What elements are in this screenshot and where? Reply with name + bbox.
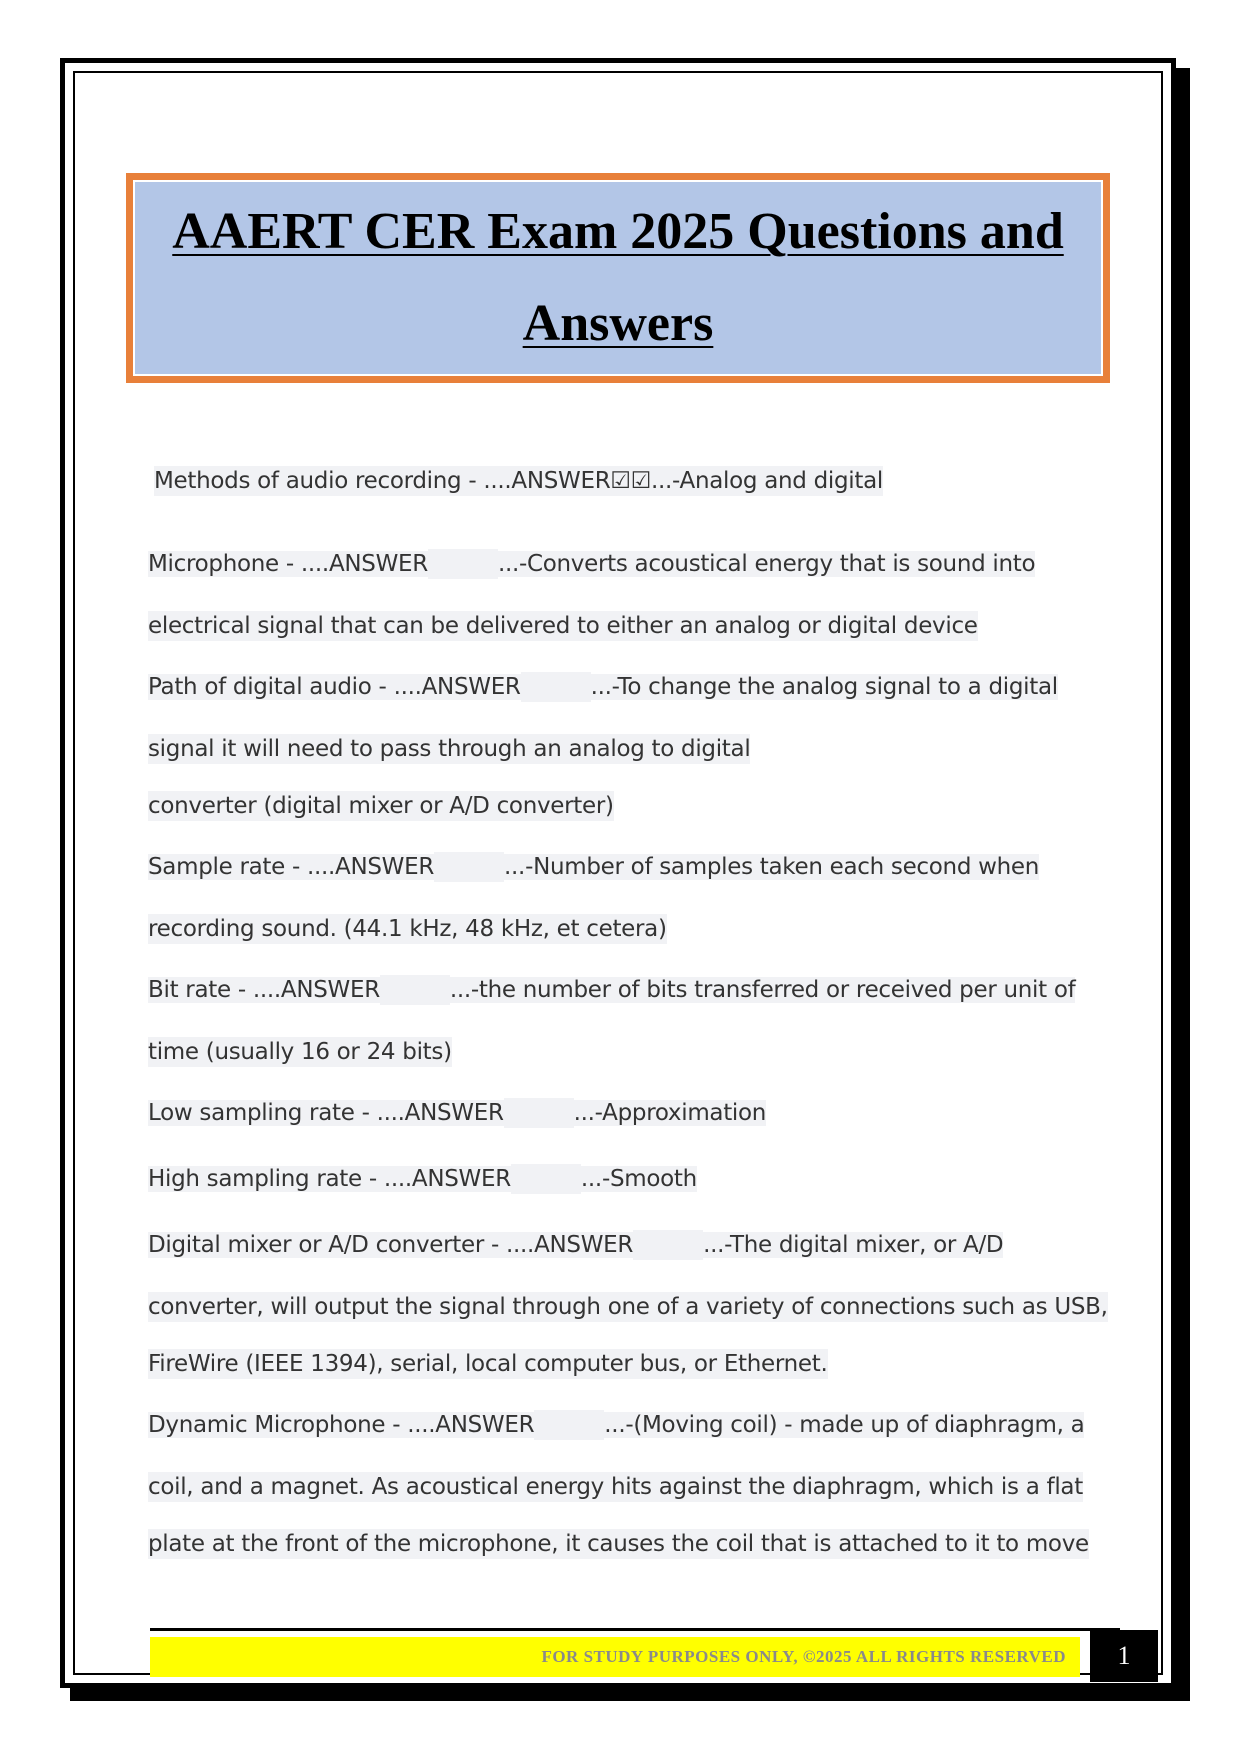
- qa-answer: ...-Smooth: [580, 1166, 697, 1192]
- qa-answer: ...-Converts acoustical energy that is sound into: [497, 551, 1036, 577]
- qa-continuation: recording sound. (44.1 kHz, 48 kHz, et cetera): [148, 916, 667, 942]
- qa-term: Bit rate - ....ANSWER: [148, 977, 380, 1003]
- qa-gap: [428, 549, 498, 579]
- qa-row-dynamic-microphone: [148, 1410, 1084, 1440]
- qa-continuation: plate at the front of the microphone, it causes the coil that is attached to it to move: [148, 1531, 1089, 1557]
- qa-term: Digital mixer or A/D converter - ....ANSWER: [148, 1232, 634, 1258]
- qa-answer: ...-Number of samples taken each second when: [504, 854, 1040, 880]
- qa-answer: ...-To change the analog signal to a digital: [590, 674, 1058, 700]
- qa-continuation: FireWire (IEEE 1394), serial, local computer bus, or Ethernet.: [148, 1351, 828, 1377]
- qa-row-low-sampling-rate: [148, 1098, 766, 1128]
- qa-continuation: converter, will output the signal through one of a variety of connections such as USB,: [148, 1294, 1108, 1320]
- qa-continuation: time (usually 16 or 24 bits): [148, 1039, 452, 1065]
- qa-row-sample-rate: [148, 852, 1039, 882]
- document-title-line-2: Answers: [522, 295, 714, 352]
- document-title-line-1: AAERT CER Exam 2025 Questions and: [172, 203, 1064, 260]
- page-number: 1: [1117, 1641, 1131, 1670]
- qa-term-methods-of-audio-recording: Methods of audio recording - ....ANSWER☑☑...-Analog and digital: [154, 468, 883, 494]
- qa-gap: [633, 1230, 703, 1260]
- qa-gap: [434, 852, 504, 882]
- qa-gap: [504, 1098, 574, 1128]
- qa-continuation: coil, and a magnet. As acoustical energy hits against the diaphragm, which is a flat: [148, 1474, 1083, 1500]
- qa-term: Path of digital audio - ....ANSWER: [148, 674, 521, 700]
- qa-gap: [521, 672, 591, 702]
- qa-term: Low sampling rate - ....ANSWER: [148, 1100, 504, 1126]
- qa-answer: ...-the number of bits transferred or received per unit of: [449, 977, 1076, 1003]
- qa-continuation: electrical signal that can be delivered to either an analog or digital device: [148, 613, 978, 639]
- qa-gap: [380, 975, 450, 1005]
- page-number-box: [1090, 1630, 1158, 1682]
- qa-answer: ...-(Moving coil) - made up of diaphragm, a: [604, 1412, 1085, 1438]
- footer-rule: [150, 1628, 1120, 1631]
- qa-term: Sample rate - ....ANSWER: [148, 854, 435, 880]
- title-banner-inner: [133, 180, 1103, 376]
- qa-gap: [534, 1410, 604, 1440]
- qa-row-bit-rate: [148, 975, 1075, 1005]
- qa-continuation: converter (digital mixer or A/D converter): [148, 793, 614, 819]
- qa-row-path-of-digital-audio: [148, 672, 1058, 702]
- qa-row-microphone: [148, 549, 1035, 579]
- footer-notice: FOR STUDY PURPOSES ONLY, ©2025 ALL RIGHTS RESERVED: [541, 1647, 1066, 1666]
- footer-notice-bar: [150, 1637, 1080, 1677]
- qa-row-high-sampling-rate: [148, 1164, 697, 1194]
- qa-gap: [511, 1164, 581, 1194]
- qa-row-digital-mixer: [148, 1230, 1003, 1260]
- qa-continuation: signal it will need to pass through an analog to digital: [148, 736, 751, 762]
- qa-term: Dynamic Microphone - ....ANSWER: [148, 1412, 535, 1438]
- qa-term: Microphone - ....ANSWER: [148, 551, 428, 577]
- qa-term: High sampling rate - ....ANSWER: [148, 1166, 511, 1192]
- title-banner: [126, 173, 1110, 383]
- qa-answer: ...-The digital mixer, or A/D: [703, 1232, 1004, 1258]
- qa-answer: ...-Approximation: [573, 1100, 767, 1126]
